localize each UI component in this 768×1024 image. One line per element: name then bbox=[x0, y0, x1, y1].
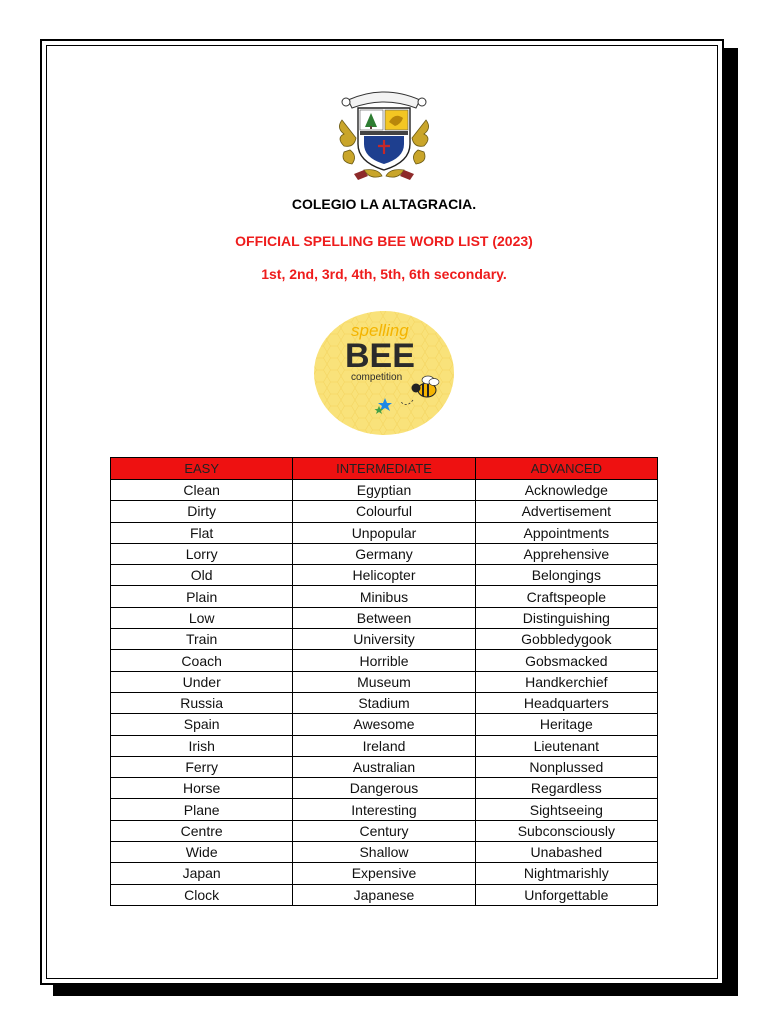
intermediate-word: Colourful bbox=[293, 501, 475, 522]
advanced-word: Unforgettable bbox=[475, 884, 657, 905]
intermediate-word: Australian bbox=[293, 756, 475, 777]
table-row bbox=[111, 586, 658, 607]
table-row bbox=[111, 629, 658, 650]
easy-word: Irish bbox=[111, 735, 293, 756]
easy-word: Lorry bbox=[111, 543, 293, 564]
table-row bbox=[111, 714, 658, 735]
intermediate-word: Germany bbox=[293, 543, 475, 564]
easy-word: Spain bbox=[111, 714, 293, 735]
advanced-word: Regardless bbox=[475, 778, 657, 799]
advanced-word: Heritage bbox=[475, 714, 657, 735]
intermediate-word: Stadium bbox=[293, 692, 475, 713]
intermediate-word: Awesome bbox=[293, 714, 475, 735]
easy-word: Horse bbox=[111, 778, 293, 799]
easy-word: Train bbox=[111, 629, 293, 650]
table-row bbox=[111, 501, 658, 522]
advanced-word: Sightseeing bbox=[475, 799, 657, 820]
easy-word: Centre bbox=[111, 820, 293, 841]
table-row bbox=[111, 842, 658, 863]
table-row bbox=[111, 480, 658, 501]
word-list-table bbox=[110, 457, 658, 906]
advanced-word: Lieutenant bbox=[475, 735, 657, 756]
intermediate-word: Dangerous bbox=[293, 778, 475, 799]
easy-word: Japan bbox=[111, 863, 293, 884]
grades-subtitle: 1st, 2nd, 3rd, 4th, 5th, 6th secondary. bbox=[261, 266, 507, 282]
advanced-word: Unabashed bbox=[475, 842, 657, 863]
word-list-body bbox=[111, 480, 658, 906]
table-row bbox=[111, 735, 658, 756]
table-row bbox=[111, 671, 658, 692]
advanced-word: Advertisement bbox=[475, 501, 657, 522]
intermediate-word: Interesting bbox=[293, 799, 475, 820]
advanced-word: Nonplussed bbox=[475, 756, 657, 777]
advanced-word: Handkerchief bbox=[475, 671, 657, 692]
advanced-word: Appointments bbox=[475, 522, 657, 543]
table-row bbox=[111, 522, 658, 543]
school-crest-icon bbox=[334, 82, 434, 184]
advanced-word: Distinguishing bbox=[475, 607, 657, 628]
advanced-word: Gobbledygook bbox=[475, 629, 657, 650]
easy-word: Coach bbox=[111, 650, 293, 671]
intermediate-word: Horrible bbox=[293, 650, 475, 671]
logo-competition-text: competition bbox=[351, 372, 403, 383]
table-row bbox=[111, 756, 658, 777]
table-row bbox=[111, 565, 658, 586]
intermediate-word: Japanese bbox=[293, 884, 475, 905]
easy-word: Clock bbox=[111, 884, 293, 905]
easy-word: Dirty bbox=[111, 501, 293, 522]
advanced-word: Nightmarishly bbox=[475, 863, 657, 884]
table-row bbox=[111, 799, 658, 820]
easy-word: Old bbox=[111, 565, 293, 586]
column-header-intermediate: INTERMEDIATE bbox=[293, 458, 475, 480]
easy-word: Russia bbox=[111, 692, 293, 713]
advanced-word: Belongings bbox=[475, 565, 657, 586]
logo-spelling-text: spelling bbox=[351, 321, 409, 340]
advanced-word: Craftspeople bbox=[475, 586, 657, 607]
intermediate-word: Century bbox=[293, 820, 475, 841]
intermediate-word: Helicopter bbox=[293, 565, 475, 586]
table-row bbox=[111, 692, 658, 713]
intermediate-word: Minibus bbox=[293, 586, 475, 607]
easy-word: Plane bbox=[111, 799, 293, 820]
table-row bbox=[111, 778, 658, 799]
intermediate-word: Ireland bbox=[293, 735, 475, 756]
advanced-word: Gobsmacked bbox=[475, 650, 657, 671]
table-row bbox=[111, 863, 658, 884]
advanced-word: Apprehensive bbox=[475, 543, 657, 564]
spelling-bee-logo bbox=[313, 310, 455, 436]
intermediate-word: Between bbox=[293, 607, 475, 628]
easy-word: Flat bbox=[111, 522, 293, 543]
table-row bbox=[111, 543, 658, 564]
table-header-row bbox=[111, 458, 658, 480]
intermediate-word: Unpopular bbox=[293, 522, 475, 543]
intermediate-word: Museum bbox=[293, 671, 475, 692]
column-header-easy: EASY bbox=[111, 458, 293, 480]
intermediate-word: Expensive bbox=[293, 863, 475, 884]
advanced-word: Subconsciously bbox=[475, 820, 657, 841]
column-header-advanced: ADVANCED bbox=[475, 458, 657, 480]
easy-word: Clean bbox=[111, 480, 293, 501]
table-row bbox=[111, 820, 658, 841]
intermediate-word: University bbox=[293, 629, 475, 650]
easy-word: Ferry bbox=[111, 756, 293, 777]
easy-word: Low bbox=[111, 607, 293, 628]
intermediate-word: Egyptian bbox=[293, 480, 475, 501]
easy-word: Under bbox=[111, 671, 293, 692]
easy-word: Wide bbox=[111, 842, 293, 863]
advanced-word: Acknowledge bbox=[475, 480, 657, 501]
advanced-word: Headquarters bbox=[475, 692, 657, 713]
table-row bbox=[111, 884, 658, 905]
table-row bbox=[111, 607, 658, 628]
intermediate-word: Shallow bbox=[293, 842, 475, 863]
word-list-title: OFFICIAL SPELLING BEE WORD LIST (2023) bbox=[235, 233, 533, 249]
logo-bee-text: BEE bbox=[345, 337, 415, 375]
easy-word: Plain bbox=[111, 586, 293, 607]
table-row bbox=[111, 650, 658, 671]
school-name: COLEGIO LA ALTAGRACIA. bbox=[291, 196, 477, 212]
